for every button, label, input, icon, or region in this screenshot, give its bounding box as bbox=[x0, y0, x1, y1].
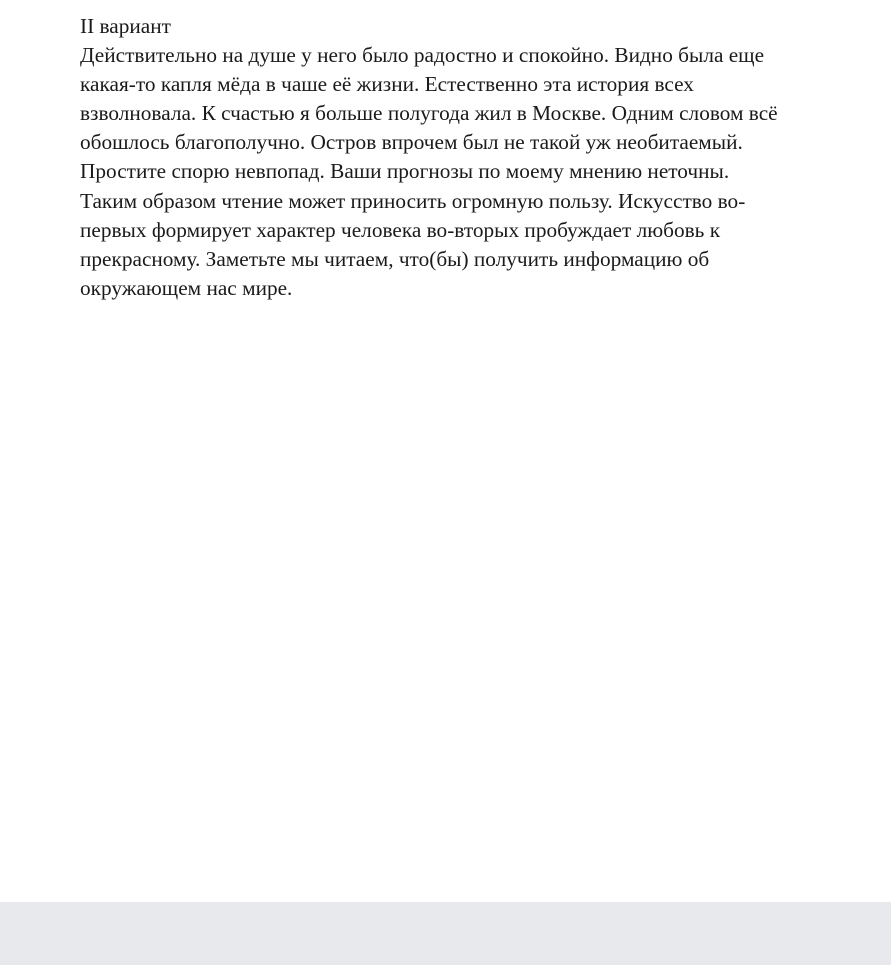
text-line: прекрасному. Заметьте мы читаем, что(бы) получить информацию об bbox=[80, 246, 710, 271]
text-line: обошлось благополучно. Остров впрочем был не такой уж необитаемый. bbox=[80, 130, 743, 155]
document-heading: II вариант bbox=[80, 14, 171, 38]
text-line: Таким образом чтение может приносить огромную пользу. Искусство во- bbox=[80, 188, 746, 213]
text-line: окружающем нас мире. bbox=[80, 275, 293, 300]
page-gutter bbox=[0, 902, 891, 965]
document-body bbox=[80, 12, 870, 303]
text-line: Действительно на душе у него было радостно и спокойно. Видно была еще bbox=[80, 43, 765, 68]
text-line: взволновала. К счастью я больше полугода жил в Москве. Одним словом всё bbox=[80, 101, 778, 126]
text-line: первых формирует характер человека во-вторых пробуждает любовь к bbox=[80, 217, 721, 242]
text-line: Простите спорю невпопад. Ваши прогнозы по моему мнению неточны. bbox=[80, 159, 730, 184]
text-line: какая-то капля мёда в чаше её жизни. Естественно эта история всех bbox=[80, 72, 694, 97]
